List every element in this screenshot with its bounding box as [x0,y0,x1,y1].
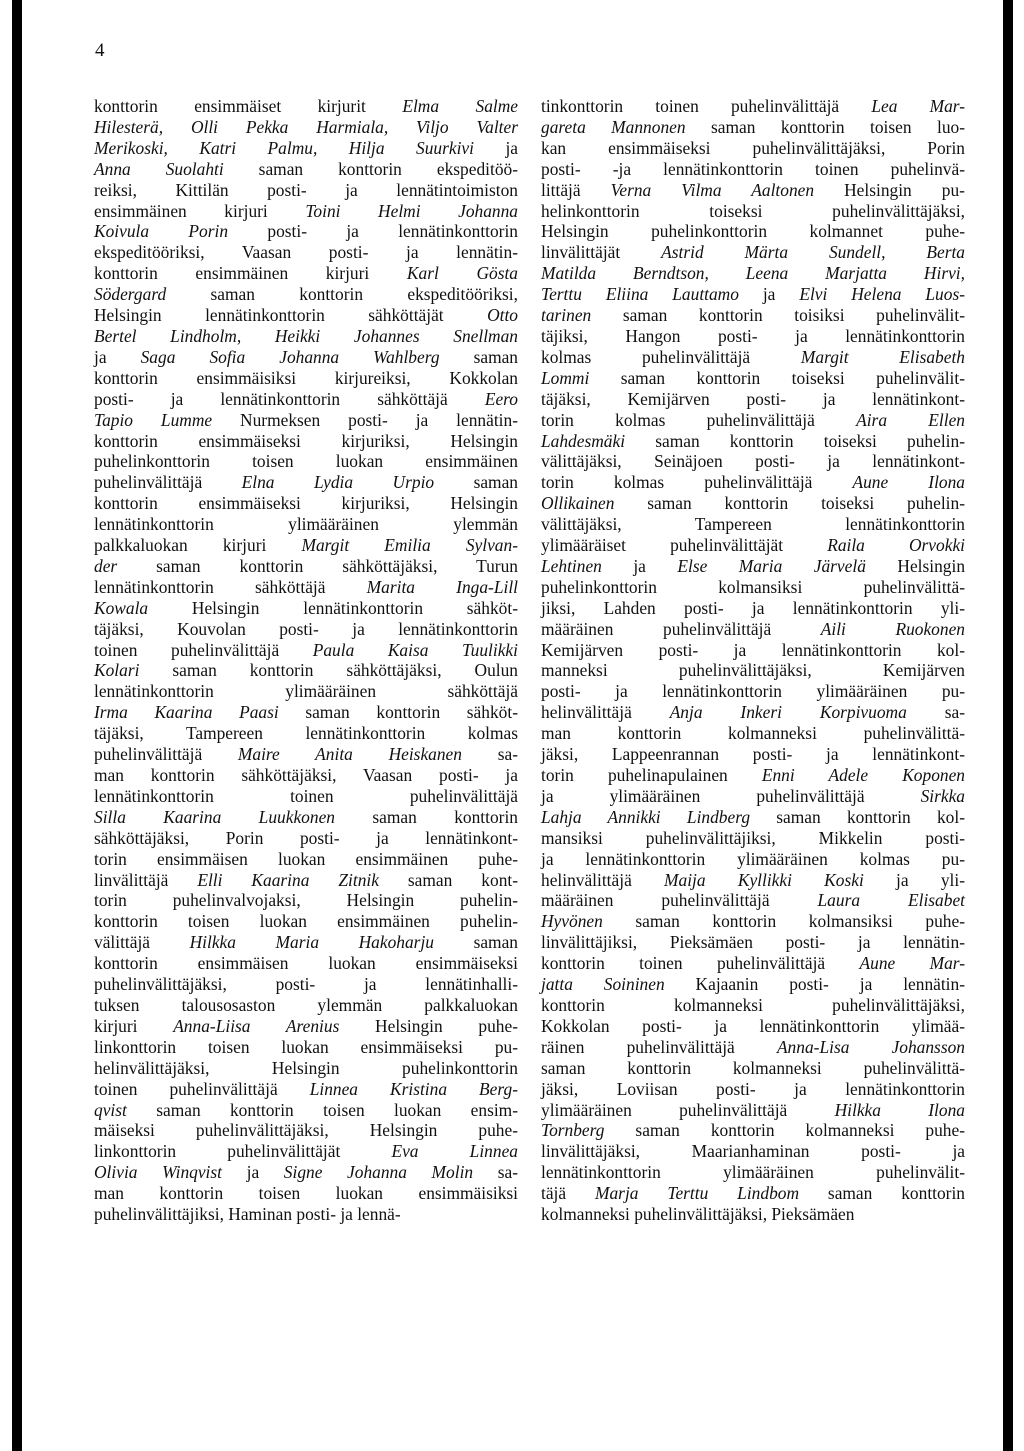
text-line: täjäksi, Kouvolan posti- ja lennätinkonttorin [94,618,518,639]
text-line: konttorin ensimmäisiksi kirjureiksi, Kokkolan [94,367,518,388]
text-line: puhelinkonttorin kolmansiksi puhelinvälittä- [541,576,965,597]
text-line: torin ensimmäisen luokan ensimmäinen puhe- [94,848,518,869]
text-line: linvälittäjäksi, Maarianhaminan posti- ja [541,1141,965,1162]
text-line: Terttu Eliina Lauttamo ja Elvi Helena Luos- [541,284,965,305]
text-line: der saman konttorin sähköttäjäksi, Turun [94,555,518,576]
text-line: toinen puhelinvälittäjä Paula Kaisa Tuulikki [94,639,518,660]
text-line: Kemijärven posti- ja lennätinkonttorin kol- [541,639,965,660]
text-line: Hyvönen saman konttorin kolmansiksi puhe- [541,911,965,932]
text-line: ensimmäinen kirjuri Toini Helmi Johanna [94,200,518,221]
text-line: Hilesterä, Olli Pekka Harmiala, Viljo Valter [94,116,518,137]
text-line: välittäjäksi, Seinäjoen posti- ja lennätinkont- [541,451,965,472]
text-line: littäjä Verna Vilma Aaltonen Helsingin pu- [541,179,965,200]
text-line: reiksi, Kittilän posti- ja lennätintoimiston [94,179,518,200]
text-line: konttorin toisen luokan ensimmäinen puhelin- [94,911,518,932]
text-line: ja ylimääräinen puhelinvälittäjä Sirkka [541,785,965,806]
text-column-right [541,96,965,1225]
text-line: määräinen puhelinvälittäjä Laura Elisabet [541,890,965,911]
text-line: puhelinvälittäjä Maire Anita Heiskanen sa- [94,744,518,765]
text-line: lennätinkonttorin toinen puhelinvälittäjä [94,785,518,806]
text-line: kolmas puhelinvälittäjä Margit Elisabeth [541,346,966,367]
text-line: Olivia Winqvist ja Signe Johanna Molin sa- [94,1162,519,1183]
text-line: täjä Marja Terttu Lindbom saman konttorin [541,1183,966,1204]
text-line: täjiksi, Hangon posti- ja lennätinkonttorin [541,325,965,346]
text-line: Silla Kaarina Luukkonen saman konttorin [94,806,518,827]
text-line: linkonttorin toisen luokan ensimmäiseksi pu- [94,1036,518,1057]
text-line: puhelinkonttorin toisen luokan ensimmäinen [94,451,518,472]
text-line: man konttorin kolmanneksi puhelinvälittä- [541,723,965,744]
text-line: lennätinkonttorin ylimääräinen ylemmän [94,514,518,535]
text-line: linvälittäjä Elli Kaarina Zitnik saman kont- [94,869,519,890]
text-line: Lahja Annikki Lindberg saman konttorin kol- [541,806,965,827]
text-line: konttorin ensimmäiseksi kirjuriksi, Helsingin [94,493,518,514]
text-line: ylimääräiset puhelinvälittäjät Raila Orvokki [541,535,965,556]
text-line: linvälittäjät Astrid Märta Sundell, Berta [541,242,965,263]
text-line: linvälittäjiksi, Pieksämäen posti- ja lennätin- [541,932,965,953]
text-line: välittäjä Hilkka Maria Hakoharju saman [94,932,519,953]
text-line: helinvälittäjä Anja Inkeri Korpivuoma sa- [541,702,965,723]
text-line: mansiksi puhelinvälittäjiksi, Mikkelin posti- [541,827,965,848]
text-line: tarinen saman konttorin toisiksi puhelinvälit- [541,305,965,326]
text-line: kan ensimmäiseksi puhelinvälittäjäksi, Porin [541,137,965,158]
text-line: konttorin ensimmäinen kirjuri Karl Gösta [94,263,518,284]
text-line: manneksi puhelinvälittäjäksi, Kemijärven [541,660,965,681]
text-line: helinvälittäjäksi, Helsingin puhelinkonttorin [94,1057,518,1078]
text-line: jäksi, Lappeenrannan posti- ja lennätinkont- [541,744,965,765]
text-line: Merikoski, Katri Palmu, Hilja Suurkivi ja [94,137,518,158]
text-line: helinvälittäjä Maija Kyllikki Koski ja yli- [541,869,965,890]
text-line: Lehtinen ja Else Maria Järvelä Helsingin [541,555,966,576]
text-line: jiksi, Lahden posti- ja lennätinkonttorin yli- [541,597,965,618]
text-line: määräinen puhelinvälittäjä Aili Ruokonen [541,618,965,639]
text-line: ekspeditööriksi, Vaasan posti- ja lennätin- [94,242,518,263]
text-line: helinkonttorin toiseksi puhelinvälittäjäksi, [541,200,965,221]
text-line: lennätinkonttorin sähköttäjä Marita Inga-Lill [94,576,519,597]
text-line: gareta Mannonen saman konttorin toisen luo- [541,116,965,137]
text-line: lennätinkonttorin ylimääräinen sähköttäjä [94,681,518,702]
text-line: tinkonttorin toinen puhelinvälittäjä Lea Mar- [541,96,965,116]
text-line: toinen puhelinvälittäjä Linnea Kristina Berg- [94,1078,518,1099]
text-line: ja lennätinkonttorin ylimääräinen kolmas pu- [541,848,965,869]
text-line: Kolari saman konttorin sähköttäjäksi, Oulun [94,660,518,681]
text-line: linkonttorin puhelinvälittäjät Eva Linnea [94,1141,518,1162]
text-line: konttorin ensimmäiseksi kirjuriksi, Helsingin [94,430,518,451]
text-line: posti- ja lennätinkonttorin sähköttäjä Eero [94,388,518,409]
text-line: tuksen talousosaston ylemmän palkkaluokan [94,994,518,1015]
text-line: posti- -ja lennätinkonttorin toinen puhelinvä- [541,158,965,179]
text-line: Lahdesmäki saman konttorin toiseksi puhelin- [541,430,965,451]
text-line: konttorin kolmanneksi puhelinvälittäjäksi, [541,994,965,1015]
text-line: Kokkolan posti- ja lennätinkonttorin ylimää- [541,1015,965,1036]
text-line: Koivula Porin posti- ja lennätinkonttorin [94,221,518,242]
text-line: saman konttorin kolmanneksi puhelinvälittä- [541,1057,965,1078]
text-line: torin puhelinvalvojaksi, Helsingin puhelin- [94,890,518,911]
text-line: mäiseksi puhelinvälittäjäksi, Helsingin puhe- [94,1120,518,1141]
text-line: Matilda Berndtson, Leena Marjatta Hirvi, [541,263,965,284]
text-line: puhelinvälittäjä Elna Lydia Urpio saman [94,472,518,493]
right-border-bar [1003,0,1013,1451]
text-line: välittäjäksi, Tampereen lennätinkonttorin [541,514,965,535]
text-line: konttorin ensimmäiset kirjurit Elma Salme [94,96,518,116]
text-line: Bertel Lindholm, Heikki Johannes Snellman [94,325,518,346]
text-line: torin puhelinapulainen Enni Adele Koponen [541,765,966,785]
left-border-bar [12,0,22,1451]
text-line: ylimääräinen puhelinvälittäjä Hilkka Ilona [541,1099,965,1120]
text-line: konttorin ensimmäisen luokan ensimmäiseksi [94,953,518,974]
text-line: räinen puhelinvälittäjä Anna-Lisa Johansson [541,1036,965,1057]
text-line: man konttorin toisen luokan ensimmäisiksi [94,1183,518,1204]
text-line: Helsingin puhelinkonttorin kolmannet puhe- [541,221,965,242]
text-line: täjäksi, Kemijärven posti- ja lennätinkont- [541,388,965,409]
text-line: kirjuri Anna-Liisa Arenius Helsingin puhe- [94,1015,518,1036]
text-line: torin kolmas puhelinvälittäjä Aune Ilona [541,472,965,493]
text-line: Anna Suolahti saman konttorin ekspeditöö- [94,158,519,179]
text-line: Tornberg saman konttorin kolmanneksi puhe- [541,1120,965,1141]
text-line: palkkaluokan kirjuri Margit Emilia Sylvan- [94,535,518,556]
text-line: konttorin toinen puhelinvälittäjä Aune Mar- [541,953,965,974]
text-line: Tapio Lumme Nurmeksen posti- ja lennätin- [94,409,518,430]
text-line: puhelinvälittäjäksi, posti- ja lennätinhalli- [94,974,518,995]
text-line: torin kolmas puhelinvälittäjä Aira Ellen [541,409,965,430]
text-line: Helsingin lennätinkonttorin sähköttäjät Otto [94,305,518,326]
text-line: puhelinvälittäjiksi, Haminan posti- ja lennä- [94,1204,401,1225]
text-line: sähköttäjäksi, Porin posti- ja lennätinkont- [94,827,518,848]
text-line: Lommi saman konttorin toiseksi puhelinvälit- [541,367,965,388]
text-line: qvist saman konttorin toisen luokan ensim- [94,1099,518,1120]
text-line: posti- ja lennätinkonttorin ylimääräinen pu- [541,681,965,702]
text-column-left [94,96,518,1225]
text-line: man konttorin sähköttäjäksi, Vaasan posti- ja [94,765,518,785]
text-line: täjäksi, Tampereen lennätinkonttorin kolmas [94,723,518,744]
text-line: kolmanneksi puhelinvälittäjäksi, Pieksämäen [541,1204,855,1225]
text-line: ja Saga Sofia Johanna Wahlberg saman [94,346,519,367]
page-number: 4 [95,40,105,61]
text-line: lennätinkonttorin ylimääräinen puhelinvälit- [541,1162,965,1183]
text-line: Ollikainen saman konttorin toiseksi puhelin- [541,493,965,514]
text-line: Irma Kaarina Paasi saman konttorin sähköt- [94,702,518,723]
text-line: jatta Soininen Kajaanin posti- ja lennätin- [541,974,966,995]
text-line: jäksi, Loviisan posti- ja lennätinkonttorin [541,1078,965,1099]
text-line: Kowala Helsingin lennätinkonttorin sähköt- [94,597,518,618]
text-line: Södergard saman konttorin ekspeditööriksi, [94,284,518,305]
